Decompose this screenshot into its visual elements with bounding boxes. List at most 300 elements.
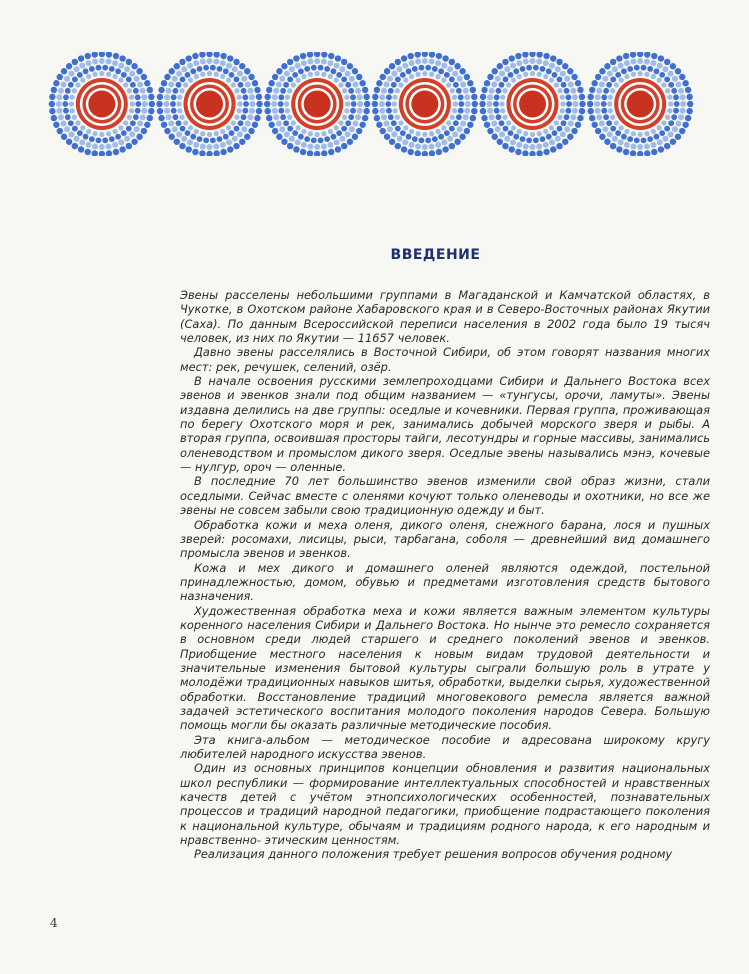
bead-outer [372, 94, 378, 100]
bead-light-inner [69, 108, 74, 113]
bead-light-inner [123, 120, 128, 125]
bead-light [352, 121, 358, 127]
bead-blue [83, 134, 89, 140]
bead-outer [72, 143, 78, 149]
bead-light-inner [502, 115, 507, 120]
bead-light [99, 58, 105, 64]
bead-blue [318, 137, 324, 143]
bead-light [56, 94, 62, 100]
bead-light-inner [661, 120, 666, 125]
bead-light [232, 66, 238, 72]
bead-outer [459, 134, 465, 140]
bead-outer [156, 101, 162, 107]
bead-blue [621, 68, 627, 74]
bead-blue [331, 134, 337, 140]
bead-light-inner [549, 125, 554, 130]
bead-blue [348, 114, 354, 120]
paragraph-2: Давно эвены расселялись в Восточной Сибири, об этом говорят названия многих мест: рек, речушек, селений, озёр. [180, 345, 710, 374]
bead-light-inner [296, 78, 301, 83]
bead-outer [328, 149, 334, 155]
bead-blue [565, 94, 571, 100]
bead-light [295, 139, 301, 145]
bead-blue [292, 130, 298, 136]
paragraph-7: Художественная обработка меха и кожи является важным элементом культуры коренного населения Сибири и Дальнего Востока. Но нынче это ремесло сохраняется в основном среди людей старшего и среднего поколений эвенов и эвенков. Приобщение местного населения к новым видам трудовой деятельности и значительные изменения бытовой культуры сыграли большую роль в утрате у молодёжи традиционных навыков шитья, обработки, выделки сырья, художественной обработки. Восстановление традиций многовекового ремесла является важной задачей эстетического воспитания молодого поколения народов Севера. Большую помощь могли бы оказать различные методические пособия. [180, 603, 710, 733]
bead-light [435, 60, 441, 66]
bead-blue [456, 114, 462, 120]
bead-outer [66, 139, 72, 145]
bead-blue [449, 77, 455, 83]
bead-outer [347, 63, 353, 69]
bead-light-inner [129, 95, 134, 100]
bead-light-inner [99, 132, 104, 137]
bead-outer [487, 128, 493, 134]
bead-outer [144, 122, 150, 128]
bead-light [675, 81, 681, 87]
bead-light [510, 139, 516, 145]
bead-light-inner [638, 71, 643, 76]
bead-blue [89, 136, 95, 142]
bead-light [596, 88, 602, 94]
bead-light-inner [554, 120, 559, 125]
bead-blue [311, 65, 317, 71]
bead-outer [522, 52, 528, 58]
bead-outer [99, 52, 105, 57]
bead-light [489, 88, 495, 94]
bead-light [397, 66, 403, 72]
bead-blue [601, 101, 607, 107]
bead-outer [256, 108, 262, 114]
bead-blue [102, 137, 108, 143]
bead-light-inner [523, 131, 528, 136]
bead-light-inner [284, 101, 289, 106]
bead-light [637, 144, 643, 150]
bead-blue [336, 72, 342, 78]
bead-light [657, 139, 663, 145]
bead-blue [412, 66, 418, 72]
bead-light [166, 114, 172, 120]
bead-outer [401, 146, 407, 152]
bead-outer [686, 108, 692, 114]
bead-outer [497, 63, 503, 69]
bead-outer [408, 53, 414, 59]
bead-light [672, 126, 678, 132]
bead-light [142, 101, 148, 107]
bead-outer [591, 80, 597, 86]
paragraph-1: Эвены расселены небольшими группами в Магаданской и Камчатской областях, в Чукотке, в Охотском районе Хабаровского края и в Северо-Восточных районах Якутии (Саха). По данным Всероссийской переписи населения в 2002 года было 19 тысяч человек, из них по Якутии — 11657 человек. [180, 288, 710, 346]
bead-light-inner [624, 129, 629, 134]
bead-blue [171, 108, 177, 114]
bead-light [64, 126, 70, 132]
bead-outer [664, 59, 670, 65]
bead-light [595, 94, 601, 100]
bead-blue [77, 130, 83, 136]
bead-blue [425, 65, 431, 71]
bead-blue [135, 94, 141, 100]
bead-light [624, 60, 630, 66]
bead-light [447, 66, 453, 72]
bead-outer [579, 108, 585, 114]
bead-light [650, 60, 656, 66]
bead-blue [283, 120, 289, 126]
bead-outer [192, 53, 198, 59]
bead-outer [623, 149, 629, 155]
bead-light-inner [450, 115, 455, 120]
bead-outer [682, 122, 688, 128]
bead-light-inner [123, 82, 128, 87]
bead-blue [223, 68, 229, 74]
bead-outer [509, 55, 515, 61]
bead-light-inner [188, 78, 193, 83]
bead-light [220, 60, 226, 66]
bead-blue [83, 68, 89, 74]
bead-blue [241, 114, 247, 120]
bead-light [668, 71, 674, 77]
bead-light-inner [560, 95, 565, 100]
bead-outer [675, 68, 681, 74]
bead-light [543, 60, 549, 66]
ornament-motif [156, 52, 262, 156]
bead-outer [85, 149, 91, 155]
bead-outer [670, 63, 676, 69]
bead-light [118, 139, 124, 145]
bead-light [387, 76, 393, 82]
bead-light-inner [345, 101, 350, 106]
bead-outer [244, 68, 250, 74]
bead-light [134, 76, 140, 82]
bead-light [630, 59, 636, 65]
bead-outer [470, 87, 476, 93]
paragraph-8: Эта книга-альбом — методическое пособие и адресована широкому кругу любителей народного искусства эвенов. [180, 732, 710, 761]
bead-light-inner [69, 101, 74, 106]
bead-light-inner [80, 78, 85, 83]
bead-light [247, 114, 253, 120]
bead-light [630, 143, 636, 149]
bead-outer [141, 128, 147, 134]
bead-light [644, 143, 650, 149]
bead-outer [254, 87, 260, 93]
bead-light [112, 142, 118, 148]
bead-outer [169, 134, 175, 140]
bead-outer [174, 63, 180, 69]
bead-blue [185, 72, 191, 78]
bead-light [226, 63, 232, 69]
bead-light-inner [614, 82, 619, 87]
bead-light-inner [177, 95, 182, 100]
bead-light [402, 63, 408, 69]
bead-blue [62, 101, 68, 107]
bead-light [241, 76, 247, 82]
bead-outer [484, 122, 490, 128]
bead-outer [72, 59, 78, 65]
bead-light-inner [403, 125, 408, 130]
bead-light-inner [511, 125, 516, 130]
bead-outer [389, 63, 395, 69]
bead-light-inner [234, 88, 239, 93]
bead-light-inner [183, 120, 188, 125]
bead-outer [281, 63, 287, 69]
bead-outer [268, 80, 274, 86]
bead-light-inner [543, 74, 548, 79]
bead-light [168, 81, 174, 87]
bead-blue [513, 68, 519, 74]
bead-blue [185, 130, 191, 136]
bead-outer [682, 80, 688, 86]
center-red [88, 91, 115, 118]
bead-light [276, 121, 282, 127]
bead-blue [351, 101, 357, 107]
bead-blue [68, 120, 74, 126]
bead-light [672, 76, 678, 82]
bead-blue [508, 72, 514, 78]
bead-light [573, 101, 579, 107]
bead-blue [641, 137, 647, 143]
bead-blue [673, 94, 679, 100]
bead-blue [68, 82, 74, 88]
bead-outer [587, 108, 593, 114]
bead-blue [552, 72, 558, 78]
bead-outer [206, 52, 212, 57]
bead-light-inner [624, 74, 629, 79]
bead-light [172, 126, 178, 132]
bead-outer [454, 139, 460, 145]
bead-outer [356, 128, 362, 134]
bead-blue [173, 88, 179, 94]
bead-outer [471, 94, 477, 100]
bead-light-inner [99, 71, 104, 76]
bead-blue [546, 68, 552, 74]
bead-blue [647, 136, 653, 142]
bead-light [612, 136, 618, 142]
bead-blue [96, 137, 102, 143]
bead-outer [61, 134, 67, 140]
bead-light-inner [665, 88, 670, 93]
bead-light [564, 126, 570, 132]
bead-light-inner [231, 82, 236, 87]
bead-blue [526, 137, 532, 143]
bead-light-inner [610, 88, 615, 93]
bead-outer [577, 115, 583, 121]
bead-light [176, 131, 182, 137]
bead-blue [65, 88, 71, 94]
bead-light [276, 81, 282, 87]
bead-light-inner [549, 78, 554, 83]
bead-blue [63, 108, 69, 114]
bead-outer [604, 63, 610, 69]
bead-light [187, 63, 193, 69]
bead-outer [374, 87, 380, 93]
bead-light-inner [506, 82, 511, 87]
bead-light [92, 59, 98, 65]
bead-outer [307, 150, 313, 156]
bead-light [602, 76, 608, 82]
bead-blue [458, 101, 464, 107]
bead-blue [242, 94, 248, 100]
bead-outer [395, 143, 401, 149]
bead-light-inner [631, 131, 636, 136]
bead-light [536, 143, 542, 149]
bead-outer [126, 143, 132, 149]
center-red [304, 91, 331, 118]
bead-outer [335, 55, 341, 61]
bead-outer [272, 74, 278, 80]
bead-light [193, 60, 199, 66]
bead-outer [509, 146, 515, 152]
bead-blue [406, 134, 412, 140]
bead-blue [503, 77, 509, 83]
bead-blue [318, 65, 324, 71]
bead-light-inner [409, 74, 414, 79]
bead-blue [444, 72, 450, 78]
bead-outer [599, 134, 605, 140]
bead-blue [170, 101, 176, 107]
bead-light [334, 139, 340, 145]
bead-outer [264, 101, 270, 107]
bead-blue [243, 101, 249, 107]
bead-light-inner [207, 132, 212, 137]
bead-light-inner [194, 129, 199, 134]
bead-outer [266, 87, 272, 93]
bead-outer [651, 53, 657, 59]
bead-blue [634, 137, 640, 143]
bead-light-inner [118, 125, 123, 130]
bead-light-inner [226, 125, 231, 130]
bead-light [607, 131, 613, 137]
bead-light-inner [237, 101, 242, 106]
bead-outer [220, 149, 226, 155]
bead-outer [436, 149, 442, 155]
bead-light [357, 108, 363, 114]
bead-outer [252, 122, 258, 128]
bead-light-inner [435, 74, 440, 79]
bead-blue [606, 82, 612, 88]
bead-light [463, 88, 469, 94]
bead-blue [388, 114, 394, 120]
bead-outer [595, 74, 601, 80]
bead-light [650, 142, 656, 148]
bead-blue [557, 77, 563, 83]
bead-light [668, 131, 674, 137]
bead-light-inner [608, 95, 613, 100]
bead-blue [234, 77, 240, 83]
bead-blue [419, 137, 425, 143]
bead-outer [149, 101, 155, 107]
bead-light [491, 121, 497, 127]
bead-light-inner [285, 95, 290, 100]
bead-light-inner [214, 131, 219, 136]
bead-light [560, 131, 566, 137]
bead-outer [356, 74, 362, 80]
bead-outer [492, 68, 498, 74]
bead-outer [186, 55, 192, 61]
bead-outer [384, 134, 390, 140]
bead-light-inner [452, 108, 457, 113]
bead-light [61, 121, 67, 127]
bead-outer [442, 55, 448, 61]
bead-outer [53, 80, 59, 86]
bead-blue [606, 120, 612, 126]
bead-outer [113, 149, 119, 155]
bead-outer [254, 115, 260, 121]
bead-blue [298, 134, 304, 140]
bead-light [232, 136, 238, 142]
bead-light [555, 136, 561, 142]
bead-light-inner [619, 125, 624, 130]
bead-light [429, 59, 435, 65]
bead-outer [164, 128, 170, 134]
bead-light [384, 81, 390, 87]
bead-outer [536, 52, 542, 58]
bead-light [379, 108, 385, 114]
bead-outer [616, 146, 622, 152]
bead-light [106, 143, 112, 149]
bead-blue [557, 126, 563, 132]
bead-light-inner [506, 120, 511, 125]
bead-light-inner [441, 78, 446, 83]
bead-outer [515, 149, 521, 155]
bead-blue [458, 94, 464, 100]
bead-light [678, 114, 684, 120]
bead-blue [438, 134, 444, 140]
bead-blue [520, 136, 526, 142]
bead-light-inner [220, 129, 225, 134]
bead-light-inner [614, 120, 619, 125]
bead-outer [536, 150, 542, 156]
bead-light-inner [179, 115, 184, 120]
bead-outer [307, 52, 313, 58]
bead-light [357, 101, 363, 107]
bead-light-inner [234, 115, 239, 120]
bead-light-inner [214, 72, 219, 77]
bead-light [644, 59, 650, 65]
bead-outer [472, 101, 478, 107]
bead-blue [673, 108, 679, 114]
bead-blue [278, 101, 284, 107]
bead-blue [210, 65, 216, 71]
bead-light [680, 101, 686, 107]
bead-outer [199, 150, 205, 156]
bead-light [384, 121, 390, 127]
bead-light [213, 59, 219, 65]
bead-light-inner [409, 129, 414, 134]
bead-outer [131, 63, 137, 69]
bead-outer [591, 122, 597, 128]
bead-outer [579, 101, 585, 107]
bead-blue [345, 120, 351, 126]
bead-light-inner [435, 129, 440, 134]
bead-blue [610, 126, 616, 132]
bead-outer [436, 53, 442, 59]
bead-outer [579, 94, 585, 100]
bead-light [58, 88, 64, 94]
bead-blue [350, 108, 356, 114]
bead-blue [654, 134, 660, 140]
bead-light [387, 126, 393, 132]
bead-blue [621, 134, 627, 140]
bead-light [314, 58, 320, 64]
bead-outer [685, 115, 691, 121]
bead-outer [467, 122, 473, 128]
bead-blue [444, 130, 450, 136]
bead-blue [610, 77, 616, 83]
bead-outer [587, 101, 593, 107]
bead-light [106, 59, 112, 65]
bead-light [536, 59, 542, 65]
bead-light [237, 131, 243, 137]
bead-outer [562, 63, 568, 69]
bead-light [272, 108, 278, 114]
bead-light-inner [560, 101, 565, 106]
bead-light-inner [665, 115, 670, 120]
